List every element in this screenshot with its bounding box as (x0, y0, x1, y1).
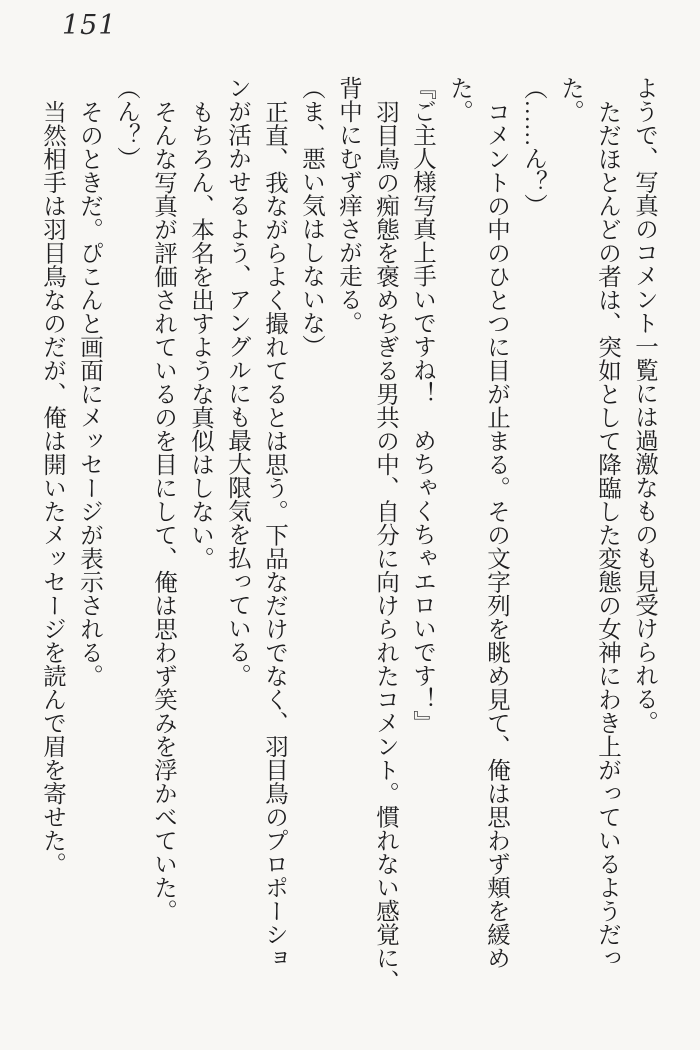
text-line: ンが活かせるよう、アングルにも最大限気を払っている。 (224, 76, 250, 687)
text-block (33, 76, 662, 998)
text-line: ただほとんどの者は、突如として降臨した変態の女神にわき上がっているようだっ (594, 99, 620, 969)
text-line: 『ご主人様写真上手いですね！ めちゃくちゃエロいです！』 (409, 76, 435, 734)
text-line: た。 (557, 76, 583, 123)
text-line: 背中にむず痒さが走る。 (335, 76, 361, 335)
text-line: そんな写真が評価されているのを目にして、俺は思わず笑みを浮かべていた。 (150, 99, 176, 922)
page-number: 151 (62, 10, 117, 41)
text-line: もちろん、本名を出すような真似はしない。 (187, 99, 213, 570)
text-line: そのときだ。ぴこんと画面にメッセージが表示される。 (76, 99, 102, 687)
text-line: ようで、写真のコメント一覧には過激なものも見受けられる。 (631, 76, 657, 734)
text-line: （ん？） (113, 76, 139, 170)
text-line: （……ん？） (520, 76, 546, 217)
text-line: た。 (446, 76, 472, 123)
text-line: コメントの中のひとつに目が止まる。その文字列を眺め見て、俺は思わず頬を緩め (483, 99, 509, 969)
text-line: 当然相手は羽目鳥なのだが、俺は開いたメッセージを読んで眉を寄せた。 (39, 99, 65, 875)
text-line: （ま、悪い気はしないな） (298, 76, 324, 358)
text-line: 正直、我ながらよく撮れてるとは思う。下品なだけでなく、羽目鳥のプロポーショ (261, 99, 287, 969)
text-line: 羽目鳥の痴態を褒めちぎる男共の中、自分に向けられたコメント。慣れない感覚に、 (372, 99, 398, 993)
